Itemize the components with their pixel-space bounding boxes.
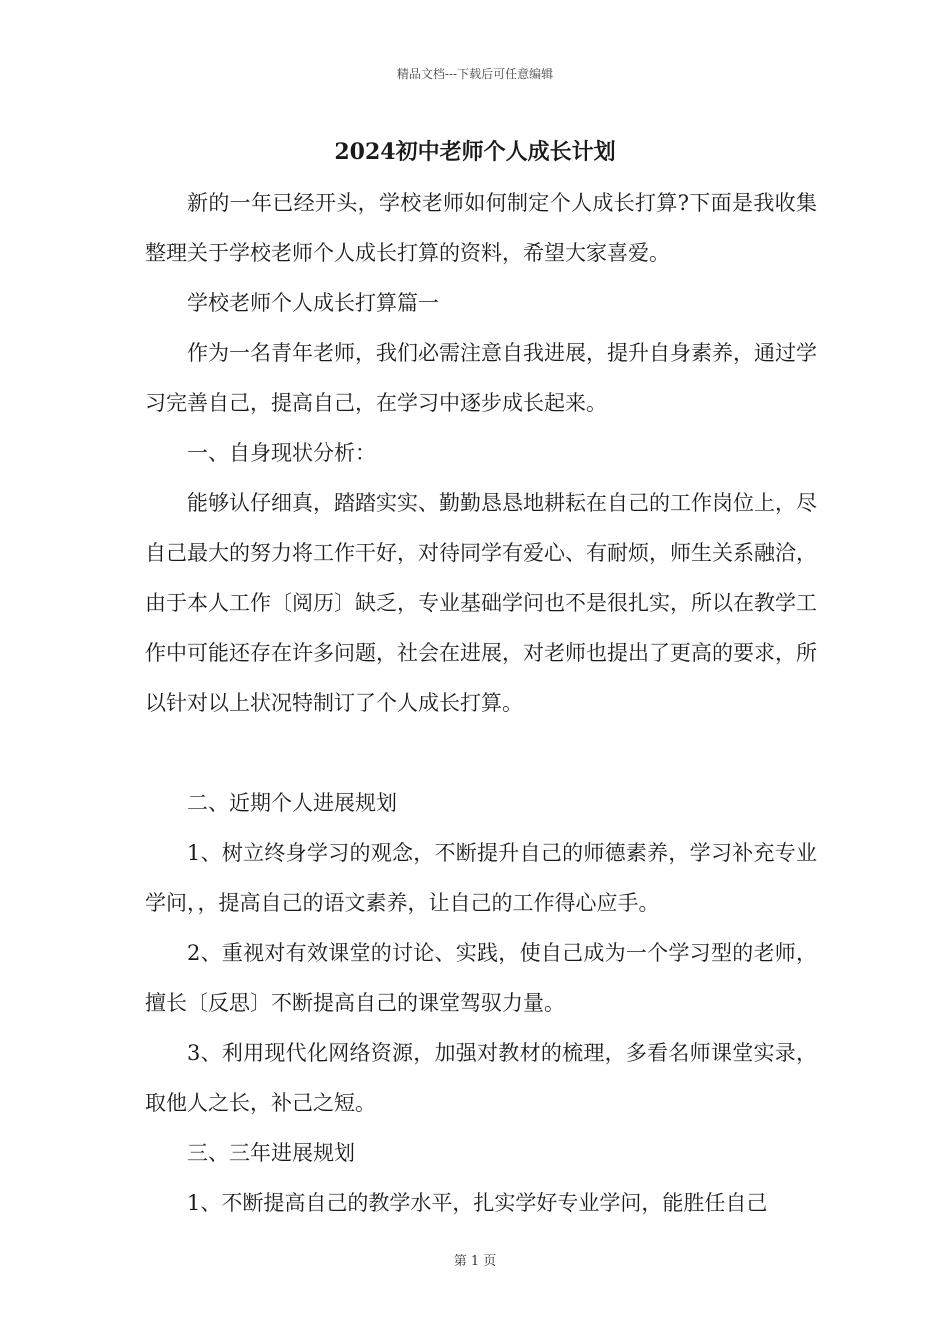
paragraph-self-analysis: 能够认仔细真，踏踏实实、勤勤恳恳地耕耘在自己的工作岗位上，尽自己最大的努力将工作干好，对待同学有爱心、有耐烦，师生关系融洽，由于本人工作〔阅历〕缺乏，专业基础学问也不是很扎实，所以在教学工作中可能还存在许多问题，社会在进展，对老师也提出了更高的要求，所以针对以上状况特制订了个人成长打算。: [145, 491, 817, 715]
page-header: 精品文档---下载后可任意编辑: [396, 67, 554, 81]
section-heading-self-analysis: 一、自身现状分析：: [187, 441, 376, 465]
blank-line: [145, 728, 817, 778]
document-body: [145, 178, 817, 1228]
document-title: 2024初中老师个人成长计划: [334, 139, 616, 165]
list-item-three-year-1: 1、不断提高自己的教学水平，扎实学好专业学问，能胜任自己: [187, 1191, 768, 1215]
section-heading-short-term-plan: 二、近期个人进展规划: [187, 791, 397, 815]
paragraph-intro: 新的一年已经开头，学校老师如何制定个人成长打算?下面是我收集整理关于学校老师个人成长打算的资料，希望大家喜爱。: [145, 191, 817, 265]
page-number: 第 1 页: [453, 1254, 497, 1269]
list-item-1: 1、树立终身学习的观念，不断提升自己的师德素养，学习补充专业学问，，提高自己的语文素养，让自己的工作得心应手。: [145, 841, 817, 915]
paragraph-young-teacher: 作为一名青年老师，我们必需注意自我进展，提升自身素养，通过学习完善自己，提高自己，在学习中逐步成长起来。: [145, 341, 817, 415]
section-heading-three-year-plan: 三、三年进展规划: [187, 1141, 355, 1165]
section-heading-part-one: 学校老师个人成长打算篇一: [187, 291, 439, 315]
list-item-3: 3、利用现代化网络资源，加强对教材的梳理，多看名师课堂实录，取他人之长，补己之短。: [145, 1041, 817, 1115]
list-item-2: 2、重视对有效课堂的讨论、实践，使自己成为一个学习型的老师，擅长〔反思〕不断提高自己的课堂驾驭力量。: [145, 941, 817, 1015]
